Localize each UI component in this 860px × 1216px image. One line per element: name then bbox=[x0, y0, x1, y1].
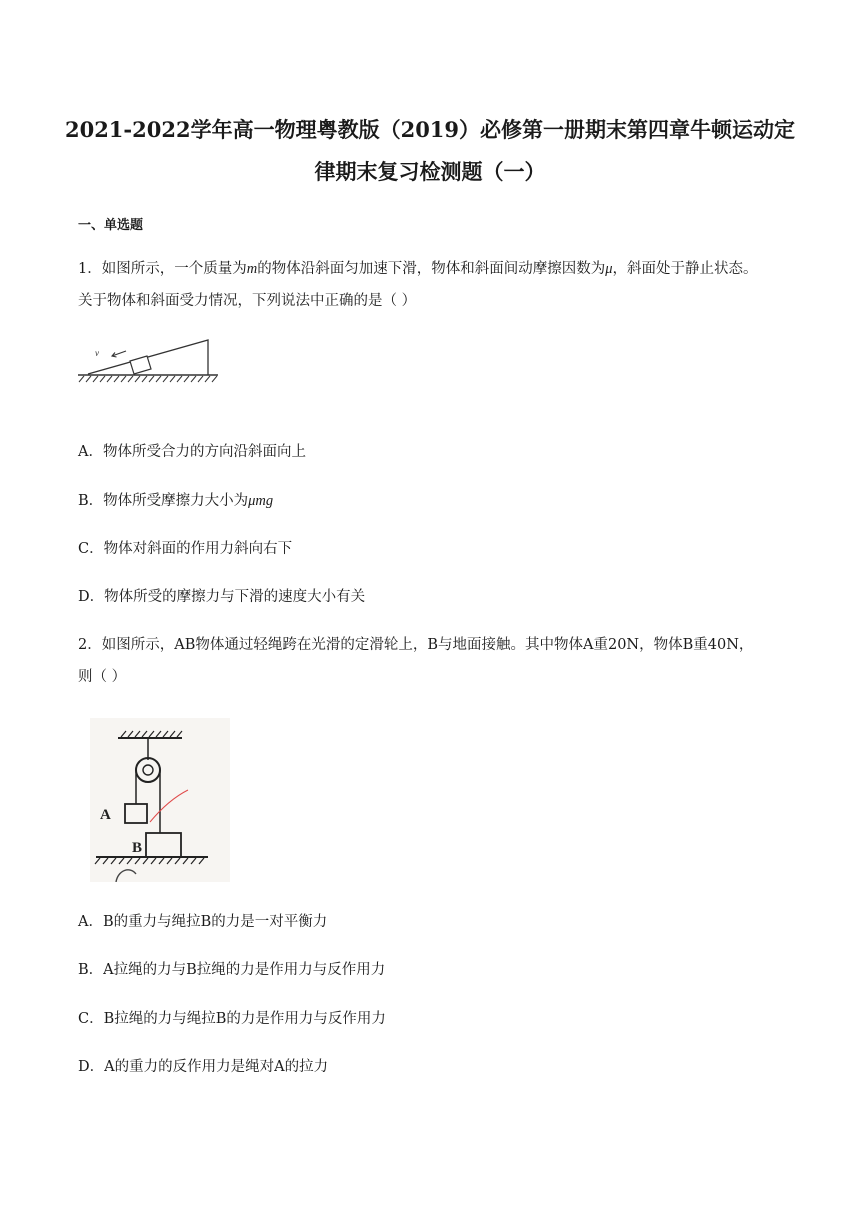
q2-option-d-letter: D． bbox=[78, 1059, 105, 1075]
q1-option-b-math: μmg bbox=[248, 493, 274, 509]
q2-option-a-text: B的重力与绳拉B的力是一对平衡力 bbox=[102, 914, 328, 930]
q2-option-b-text: A拉绳的力与B拉绳的力是作用力与反作用力 bbox=[103, 962, 386, 978]
q2-option-d-text: A的重力的反作用力是绳对A的拉力 bbox=[104, 1059, 329, 1075]
q1-option-c-letter: C． bbox=[78, 541, 104, 557]
question-2-line1 bbox=[78, 638, 753, 653]
q2-option-c-letter: C． bbox=[78, 1011, 104, 1027]
question-1-var-m: m bbox=[246, 261, 258, 277]
incline-figure bbox=[78, 334, 228, 412]
q1-option-c-text: 物体对斜面的作用力斜向右下 bbox=[103, 541, 293, 557]
block-a-label: A bbox=[100, 807, 111, 823]
q1-option-d-letter: D． bbox=[78, 589, 105, 605]
q2-option-a[interactable] bbox=[78, 915, 327, 930]
question-2-line2: 则（ ） bbox=[78, 669, 127, 685]
ground-hatching bbox=[79, 376, 217, 382]
q2-option-b-letter: B． bbox=[78, 962, 104, 978]
q2-option-d[interactable] bbox=[78, 1060, 328, 1075]
q1-option-c[interactable] bbox=[78, 542, 292, 557]
q2-option-a-letter: A． bbox=[78, 914, 103, 930]
question-1-line2: 关于物体和斜面受力情况，下列说法中正确的是（ ） bbox=[78, 293, 417, 309]
question-2-number: 2． bbox=[78, 637, 102, 653]
block-b-label: B bbox=[132, 840, 143, 856]
question-2-text: 如图所示，AB物体通过轻绳跨在光滑的定滑轮上，B与地面接触。其中物体A重20N，物体B重40N， bbox=[101, 637, 754, 653]
q2-option-b[interactable] bbox=[78, 963, 385, 978]
velocity-label: v bbox=[95, 348, 99, 358]
question-1-var-mu: μ bbox=[605, 261, 613, 277]
section-heading: 一、单选题 bbox=[78, 218, 144, 233]
document-title-line2: 律期末复习检测题（一） bbox=[314, 159, 546, 184]
document-title-line1: 2021-2022学年高一物理粤教版（2019）必修第一册期末第四章牛顿运动定 bbox=[64, 117, 796, 142]
question-1-number: 1． bbox=[78, 261, 102, 277]
q1-option-d[interactable] bbox=[78, 590, 365, 605]
q1-option-a-text: 物体所受合力的方向沿斜面向上 bbox=[102, 444, 306, 460]
q1-option-a-letter: A． bbox=[78, 444, 103, 460]
pulley-figure bbox=[90, 718, 230, 882]
question-1-text-b: 的物体沿斜面匀加速下滑，物体和斜面间动摩擦因数为 bbox=[257, 261, 606, 277]
q2-option-c[interactable] bbox=[78, 1012, 386, 1027]
q1-option-d-text: 物体所受的摩擦力与下滑的速度大小有关 bbox=[104, 589, 366, 605]
q1-option-a[interactable] bbox=[78, 445, 306, 460]
question-1-line1 bbox=[78, 262, 758, 277]
q1-option-b-letter: B． bbox=[78, 493, 104, 509]
q1-option-b[interactable] bbox=[78, 494, 273, 509]
question-1-text-a: 如图所示，一个质量为 bbox=[101, 261, 247, 277]
q2-option-c-text: B拉绳的力与绳拉B的力是作用力与反作用力 bbox=[103, 1011, 386, 1027]
block-on-incline bbox=[130, 356, 151, 374]
q1-option-b-text: 物体所受摩擦力大小为 bbox=[103, 493, 249, 509]
question-1-text-c: ，斜面处于静止状态。 bbox=[612, 261, 758, 277]
